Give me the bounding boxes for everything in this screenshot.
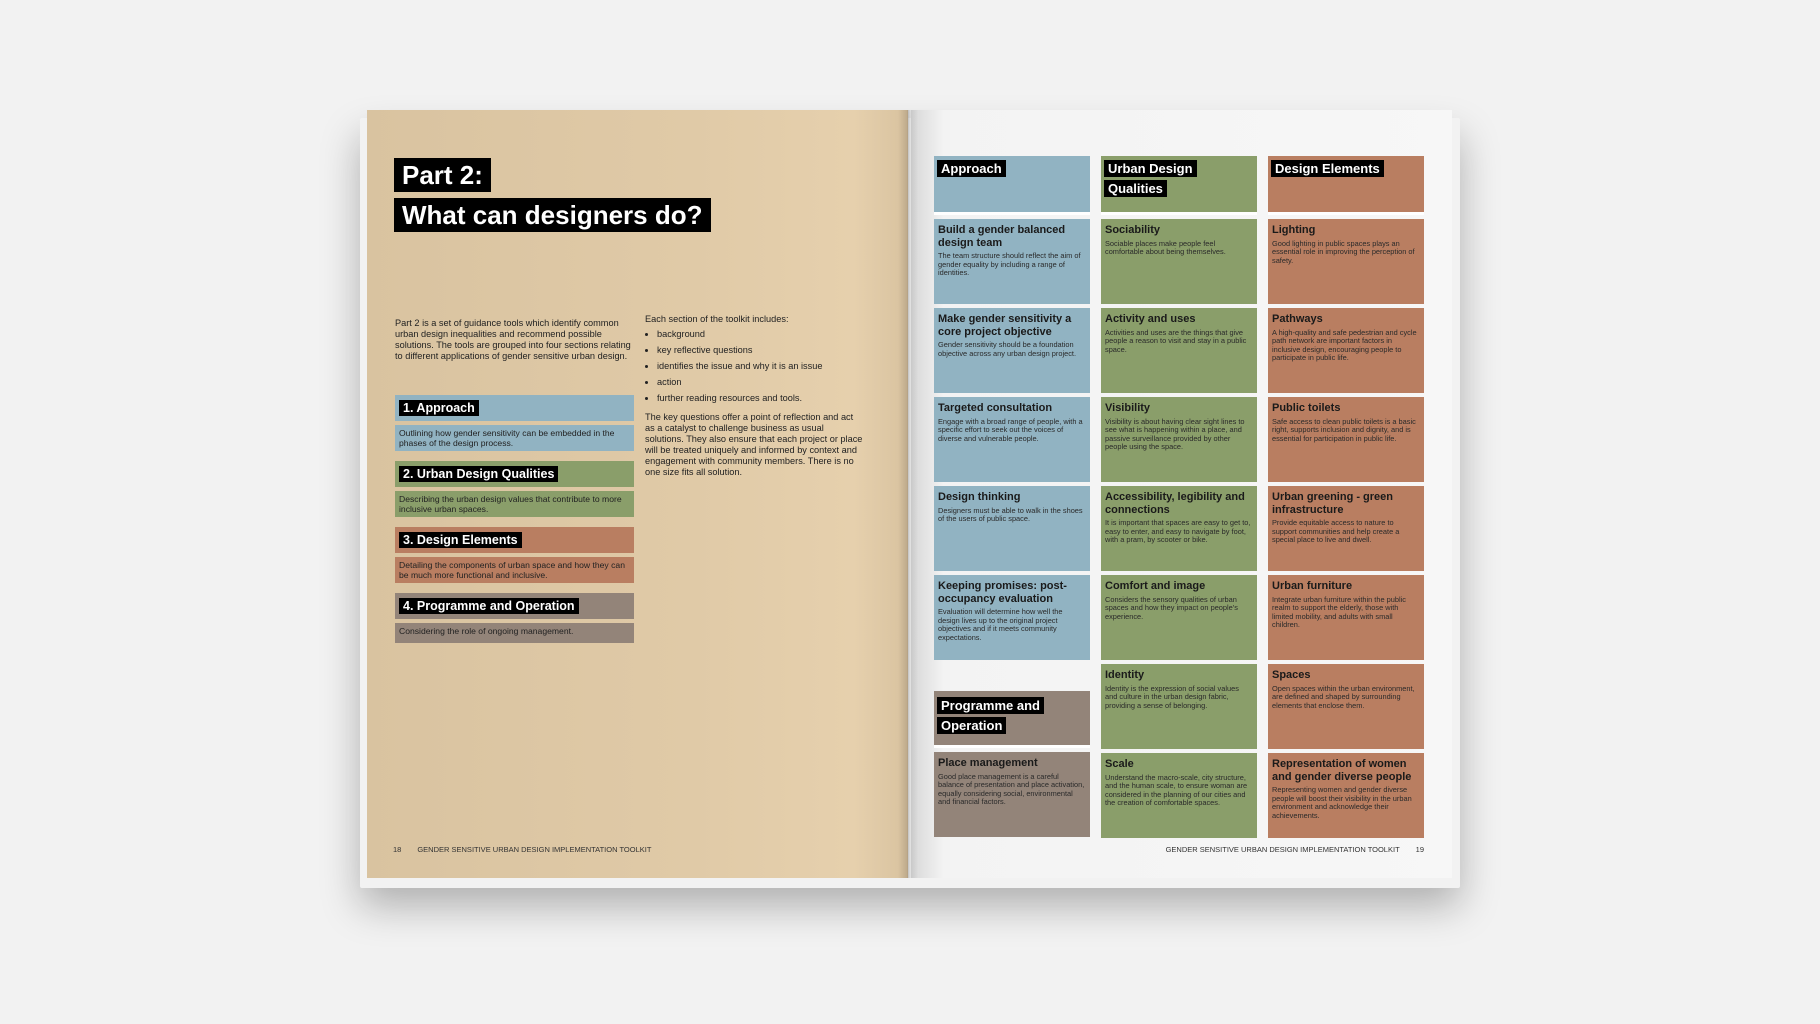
qualities-card	[1101, 664, 1257, 749]
section-approach-header	[395, 395, 634, 421]
elements-card	[1268, 753, 1424, 838]
card-title: Urban greening - green infrastructure	[1272, 491, 1394, 516]
section-programme-desc: Considering the role of ongoing management.	[395, 623, 634, 643]
left-page	[367, 110, 908, 878]
card-desc: It is important that spaces are easy to get to, easy to enter, and easy to navigate by foot, with a pram, by scooter or bike.	[1105, 518, 1251, 545]
section-approach-desc: Outlining how gender sensitivity can be embedded in the phases of the design process.	[395, 425, 634, 451]
elements-header	[1268, 156, 1424, 212]
section-title: 2. Urban Design Qualities	[399, 466, 558, 482]
qualities-card	[1101, 575, 1257, 660]
card-desc: Considers the sensory qualities of urban spaces and how they impact on people's experience.	[1105, 594, 1238, 621]
qualities-card	[1101, 397, 1257, 482]
card-title: Design thinking	[938, 491, 1021, 503]
programme-header	[934, 691, 1090, 745]
card-title: Visibility	[1105, 402, 1151, 414]
elements-card	[1268, 575, 1424, 660]
title-part: Part 2:	[394, 158, 491, 192]
card-desc: Integrate urban furniture within the public realm to support the elderly, those with limited mobility, and adults with small children.	[1272, 594, 1406, 630]
column-heading: Operation	[937, 717, 1006, 734]
footer-title: GENDER SENSITIVE URBAN DESIGN IMPLEMENTATION TOOLKIT	[417, 845, 652, 854]
elements-card	[1268, 397, 1424, 482]
elements-card	[1268, 308, 1424, 393]
card-title: Public toilets	[1272, 402, 1341, 414]
booklet-spread	[367, 110, 1452, 878]
section-title: 4. Programme and Operation	[399, 598, 579, 614]
card-desc: Safe access to clean public toilets is a basic right, supports inclusion and dignity, and is essential for participation in public life.	[1272, 416, 1416, 443]
column-heading: Approach	[937, 160, 1006, 177]
elements-card	[1268, 664, 1424, 749]
list-item: • further reading resources and tools.	[657, 393, 865, 404]
section-elements-header	[395, 527, 634, 553]
qualities-card	[1101, 308, 1257, 393]
qualities-card	[1101, 219, 1257, 304]
card-desc: Designers must be able to walk in the shoes of the users of public space.	[938, 505, 1083, 524]
card-desc: Representing women and gender diverse people will boost their visibility in the urban environment and acknowledge their achievements.	[1272, 785, 1412, 820]
column-heading: Programme and	[937, 697, 1044, 714]
card-desc: Gender sensitivity should be a foundation objective across any urban design project.	[938, 340, 1077, 358]
card-desc: Open spaces within the urban environment, are defined and shaped by surrounding elements that enclose them.	[1272, 683, 1415, 710]
card-desc: Identity is the expression of social values and culture in the urban design fabric, providing a sense of belonging.	[1105, 683, 1239, 710]
section-elements-desc: Detailing the components of urban space and how they can be much more functional and inclusive.	[395, 557, 634, 583]
list-item: • key reflective questions	[657, 345, 865, 356]
left-footer	[393, 845, 651, 854]
toolkit-body: The key questions offer a point of reflection and act as a catalyst to challenge business as usual solutions. They also ensure that each project or place will be treated uniquely and informed by context and engagement with community members. There is no one size fits all solution.	[645, 412, 863, 477]
card-title: Identity	[1105, 669, 1145, 681]
card-title: Scale	[1105, 758, 1134, 770]
divider	[1101, 212, 1257, 215]
programme-card	[934, 752, 1090, 837]
right-footer	[1166, 845, 1424, 854]
list-item: • background	[657, 329, 865, 340]
card-title: Accessibility, legibility and connections	[1105, 491, 1245, 516]
elements-column	[1268, 156, 1424, 838]
toolkit-intro: Each section of the toolkit includes:	[645, 314, 789, 324]
card-desc: Good lighting in public spaces plays an essential role in improving the perception of safety.	[1272, 238, 1415, 265]
footer-title: GENDER SENSITIVE URBAN DESIGN IMPLEMENTATION TOOLKIT	[1165, 845, 1400, 854]
qualities-column	[1101, 156, 1257, 838]
card-title: Lighting	[1272, 224, 1316, 236]
right-page	[911, 110, 1452, 878]
card-title: Keeping promises: post-occupancy evaluation	[938, 580, 1067, 605]
approach-column	[934, 156, 1090, 837]
toolkit-list	[645, 329, 865, 404]
divider	[1268, 212, 1424, 215]
column-heading: Design Elements	[1271, 160, 1384, 177]
card-title: Build a gender balanced design team	[938, 224, 1066, 249]
qualities-card	[1101, 486, 1257, 571]
card-title: Representation of women and gender diverse people	[1272, 758, 1412, 783]
title-main: What can designers do?	[394, 198, 711, 232]
card-title: Make gender sensitivity a core project objective	[938, 313, 1072, 338]
card-title: Urban furniture	[1272, 580, 1353, 592]
approach-header	[934, 156, 1090, 212]
card-title: Targeted consultation	[938, 402, 1053, 414]
elements-card	[1268, 219, 1424, 304]
approach-card	[934, 219, 1090, 304]
qualities-header	[1101, 156, 1257, 212]
card-desc: The team structure should reflect the aim of gender equality by including a range of identities.	[938, 251, 1081, 278]
section-qualities-desc: Describing the urban design values that contribute to more inclusive urban spaces.	[395, 491, 634, 517]
toolkit-column	[645, 314, 865, 478]
card-title: Spaces	[1272, 669, 1311, 681]
divider	[934, 212, 1090, 215]
page-number: 18	[393, 845, 402, 854]
card-desc: Good place management is a careful balance of presentation and place activation, equally considering social, environmental and financial factors.	[938, 771, 1085, 807]
approach-card	[934, 486, 1090, 571]
qualities-card	[1101, 753, 1257, 838]
elements-card	[1268, 486, 1424, 571]
card-title: Pathways	[1272, 313, 1323, 325]
card-title: Place management	[938, 757, 1038, 769]
card-title: Sociability	[1105, 224, 1161, 236]
column-heading: Qualities	[1104, 180, 1167, 197]
card-desc: Evaluation will determine how well the design lives up to the original project objectives and if it meets community expectations.	[938, 607, 1063, 642]
section-legend	[395, 395, 634, 653]
section-qualities-header	[395, 461, 634, 487]
card-desc: Sociable places make people feel comfortable about being themselves.	[1105, 238, 1226, 257]
approach-card	[934, 308, 1090, 393]
card-desc: Provide equitable access to nature to support communities and help create a special place to live and dwell.	[1272, 518, 1400, 545]
divider	[934, 745, 1090, 748]
section-title: 1. Approach	[399, 400, 479, 416]
list-item: • action	[657, 377, 865, 388]
card-desc: Activities and uses are the things that give people a reason to visit and stay in a public space.	[1105, 327, 1247, 354]
column-heading: Urban Design	[1104, 160, 1197, 177]
card-desc: Engage with a broad range of people, with a specific effort to seek out the voices of diverse and vulnerable people.	[938, 416, 1083, 443]
list-item: • identifies the issue and why it is an issue	[657, 361, 865, 372]
book-gutter	[898, 110, 918, 878]
card-desc: Visibility is about having clear sight lines to see what is happening within a place, and passive surveillance provided by other people using the space.	[1105, 416, 1245, 452]
card-title: Activity and uses	[1105, 313, 1196, 325]
section-title: 3. Design Elements	[399, 532, 522, 548]
intro-text: Part 2 is a set of guidance tools which identify common urban design inequalities and recommend possible solutions. The tools are grouped into four sections relating to different applications of gender sensitive urban design.	[395, 318, 631, 361]
approach-card	[934, 397, 1090, 482]
page-number: 19	[1415, 845, 1424, 854]
card-title: Comfort and image	[1105, 580, 1206, 592]
approach-card	[934, 575, 1090, 660]
section-programme-header	[395, 593, 634, 619]
card-desc: Understand the macro-scale, city structure, and the human scale, to ensure woman are considered in the planning of our cities and the creation of comfortable spaces.	[1105, 772, 1248, 808]
card-desc: A high-quality and safe pedestrian and cycle path network are important factors in inclusive design, encouraging people to participate in public life.	[1272, 327, 1417, 363]
